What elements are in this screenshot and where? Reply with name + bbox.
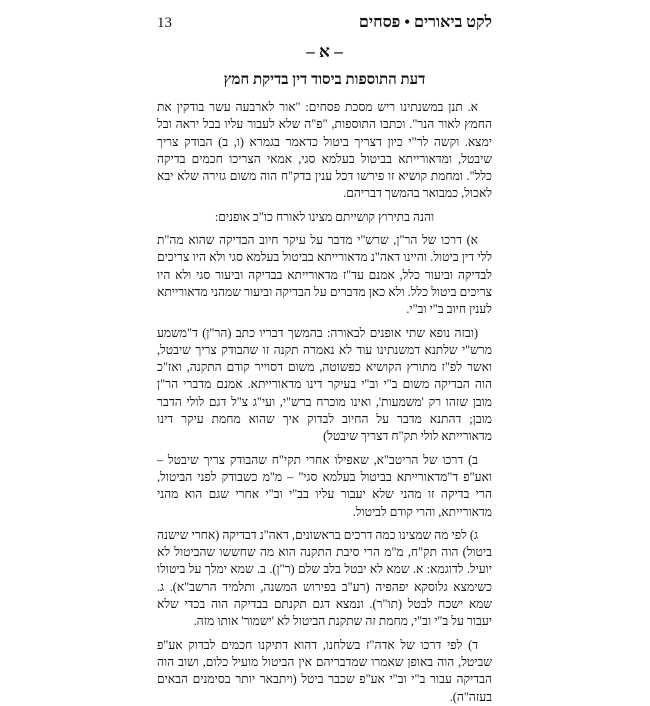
paragraph-admor-hazaken: ד) לפי דרכו של אדה"ז בשלחנו, דהוא דתיקנו חכמים לבדוק אע"פ שביטל, הוה באופן שאמרו שמדבריהם אין הביטול מועיל כלום, ושוב הוה הבדיקה עבור ב"י וב"י אע"פ שכבר ביטל (ויתבאר יותר בסימנים הבאים בעזה"ה). [157,637,492,704]
paragraph-parenthetical: (ובזה נופא שתי אופנים לבאורה: בהמשך דבריו כתב (הר"ן) ד"משמע מרש"י שלתנא דמשנתינו עוד לא נאמרה תקנה זו שהבודק צריך שיבטל, ואשר לפ"ז מתורץ הקושיא כפשוטה, משום דסוייר קודם התקנה, ואז"כ הוה הבדיקה משום ב"י וב"י בעיקר דינו מדאורייתא. אמנם מדברי הר"ן מובן שזהו רק 'משמעות', ואינו מוכרח ברש"י, ועי"ג צ"ל דגם לולי הדבר מובן; דהתנא מדבר על החיוב לבדוק איך שהוא מחמת עיקר דינו מדאורייתא לולי תק"ח דצריך שיבטל) [157,325,492,444]
running-title: לקט ביאורים • פסחים [358,14,492,31]
running-header [157,0,492,40]
paragraph-rishonim: ג) לפי מה שמצינו כמה דרכים בראשונים, דאה"נ דבדיקה (אחרי שישנה ביטול) הוה תק"ח, מ"מ הרי סיבת התקנה הוא מה שחששו שהביטול לא יועיל. לדוגמא: א. שמא לא יבטל בלב שלם (ר"ן). ב. שמא ימלך על ביטולו כשימצא גלוסקא יפהפיה (רע"ב בפירוש המשנה, ותלמיד הרשב"א). ג. שמא ישכח לבטל (תו"ר). ונמצא דגם תקנתם בבדיקה הוה בכדי שלא יעבור על ב"י וב"י, מחמת זה שתקנת הביטול לא 'ישמור' אותו מזה. [157,527,492,629]
paragraph-ritva: ב) דרכו של הריטב"א, שאפילו אחרי תקי"ח שהבודק צריך שיבטל – ואע"פ ד"מדאורייתא בביטול בעלמא סגי" – מ"מ כשבודק לפני הביטול, הרי בדיקה זו מהני שלא יעבור עליו בב"י וב"י אחרי שגם הוא מהני מדאורייתא, והרי קודם לביטול. [157,452,492,519]
paragraph-opening: א. תנן במשנתינו ריש מסכת פסחים: "אור לארבעה עשר בודקין את החמץ לאור הנר". וכתבו התוספות, "פ"ה שלא לעבור עליו בבל יראה ובל ימצא. וקשה לר"י כיון דצריך ביטול כדאמר בגמרא (ו, ב) הבודק צריך שיבטל, ומדאורייתא בביטול בעלמא סגי, אמאי הצריכו חכמים בדיקה כלל". ומחמת קושיא זו פירשו דכל ענין בדק"ח הוה משום גזירה שלא יבא לאכול, כמבואר בהמשך דבריהם. [157,100,492,201]
chapter-letter: – א – [306,42,343,61]
paragraph-ran: א) דרכו של הר"ן, שרש"י מדבר על עיקר חיוב הבדיקה שהוא מה"ת ללי דין ביטול. והיינו דאה"נ מדאורייתא בביטול בעלמא סגי ולא היו צריכים לבדיקה וביעור כלל, אמנם עד"ז מדאורייתא בבדיקה וביעור סגי ולא היו צריכים ביטול כלל. ולא כאן מדברים על הבדיקה וביעור שמהני מדאורייתא לענין חיוב ב"י וב"י. [157,233,492,317]
page-number: 13 [157,15,172,31]
paragraph-intro-answers: והנה בתירוץ קושייתם מצינו לאורח כו"כ אופנים: [214,209,435,224]
section-title: דעת התוספות ביסוד דין בדיקת חמץ [223,72,426,88]
